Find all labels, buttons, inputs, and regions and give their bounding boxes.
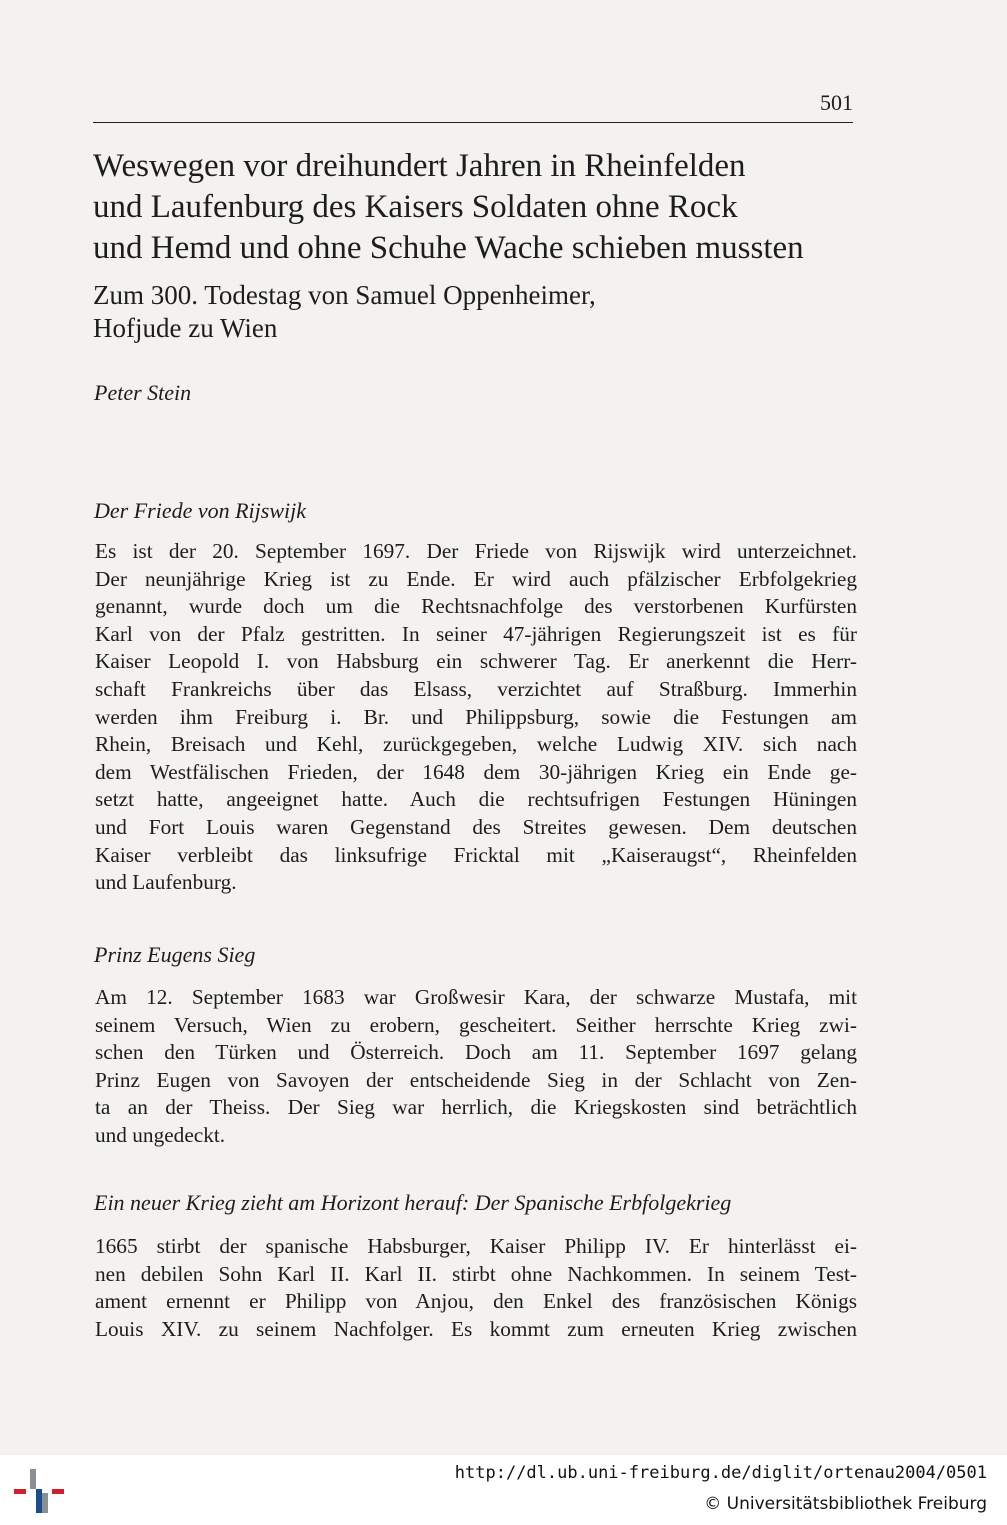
logo-bar-gray	[30, 1469, 36, 1489]
logo-dash-red-left	[14, 1489, 26, 1494]
text-line: nen debilen Sohn Karl II. Karl II. stirbt ohne Nachkommen. In seinem Test-	[95, 1261, 857, 1286]
section-heading-rijswijk: Der Friede von Rijswijk	[94, 498, 307, 523]
text-line: genannt, wurde doch um die Rechtsnachfolge des verstorbenen Kurfürsten	[95, 594, 857, 619]
paragraph-prinz-eugen	[95, 984, 857, 1150]
text-line: 1665 stirbt der spanische Habsburger, Kaiser Philipp IV. Er hinterlässt ei-	[95, 1234, 857, 1258]
logo-dash-red-right	[52, 1489, 64, 1494]
text-line: schen den Türken und Österreich. Doch am 11. September 1697 gelang	[95, 1040, 857, 1065]
ub-freiburg-logo-icon[interactable]	[12, 1465, 64, 1517]
page-number: 501	[820, 90, 853, 115]
text-line: Karl von der Pfalz gestritten. In seiner 47-jährigen Regierungszeit ist es für	[95, 621, 857, 646]
text-line: und ungedeckt.	[95, 1122, 226, 1147]
text-line: und Laufenburg.	[95, 870, 237, 895]
text-line: Louis XIV. zu seinem Nachfolger. Es kommt zum erneuten Krieg zwischen	[95, 1316, 857, 1341]
section-heading-erbfolgekrieg: Ein neuer Krieg zieht am Horizont herauf: Der Spanische Erbfolgekrieg	[94, 1190, 732, 1215]
text-line: und Fort Louis waren Gegenstand des Streites gewesen. Dem deutschen	[95, 814, 857, 839]
subtitle-line: Hofjude zu Wien	[93, 313, 278, 343]
paragraph-erbfolgekrieg	[95, 1233, 857, 1343]
text-line: ament ernennt er Philipp von Anjou, den Enkel des französischen Königs	[95, 1289, 857, 1314]
text-line: Rhein, Breisach und Kehl, zurückgegeben, welche Ludwig XIV. sich nach	[95, 732, 857, 757]
text-line: Kaiser Leopold I. von Habsburg ein schwerer Tag. Er anerkennt die Herr-	[95, 649, 857, 674]
text-line: werden ihm Freiburg i. Br. und Philippsburg, sowie die Festungen am	[95, 704, 857, 729]
section-heading-prinz-eugen: Prinz Eugens Sieg	[94, 942, 256, 967]
title-line: und Laufenburg des Kaisers Soldaten ohne Rock	[93, 189, 738, 225]
header-rule	[93, 122, 853, 123]
text-line: setzt hatte, angeeignet hatte. Auch die rechtsufrigen Festungen Hüningen	[95, 787, 857, 812]
article-subtitle	[93, 279, 596, 345]
text-line: Kaiser verbleibt das linksufrige Fricktal mit „Kaiseraugst“, Rheinfelden	[95, 842, 857, 867]
paragraph-rijswijk	[95, 538, 857, 897]
title-line: und Hemd und ohne Schuhe Wache schieben mussten	[93, 230, 804, 266]
text-line: Prinz Eugen von Savoyen der entscheidende Sieg in der Schlacht von Zen-	[95, 1067, 857, 1092]
text-line: schaft Frankreichs über das Elsass, verzichtet auf Straßburg. Immerhin	[95, 676, 857, 701]
text-line: Am 12. September 1683 war Großwesir Kara, der schwarze Mustafa, mit	[95, 985, 857, 1009]
copyright-notice: © Universitätsbibliothek Freiburg	[704, 1494, 987, 1514]
title-line: Weswegen vor dreihundert Jahren in Rheinfelden	[93, 148, 746, 184]
logo-bar-gray-lower	[42, 1493, 48, 1513]
text-line: dem Westfälischen Frieden, der 1648 dem 30-jährigen Krieg ein Ende ge-	[95, 759, 857, 784]
text-line: ta an der Theiss. Der Sieg war herrlich, die Kriegskosten sind beträchtlich	[95, 1095, 857, 1120]
logo-bar-blue	[36, 1489, 42, 1513]
viewer-footer	[0, 1455, 1007, 1525]
author-name: Peter Stein	[94, 380, 192, 405]
subtitle-line: Zum 300. Todestag von Samuel Oppenheimer,	[93, 280, 596, 310]
text-line: Es ist der 20. September 1697. Der Friede von Rijswijk wird unterzeichnet.	[95, 539, 857, 563]
permalink-url[interactable]: http://dl.ub.uni-freiburg.de/diglit/ortenau2004/0501	[454, 1463, 987, 1483]
article-title	[93, 146, 873, 269]
text-line: Der neunjährige Krieg ist zu Ende. Er wird auch pfälzischer Erbfolgekrieg	[95, 566, 857, 591]
text-line: seinem Versuch, Wien zu erobern, gescheitert. Seither herrschte Krieg zwi-	[95, 1012, 857, 1037]
